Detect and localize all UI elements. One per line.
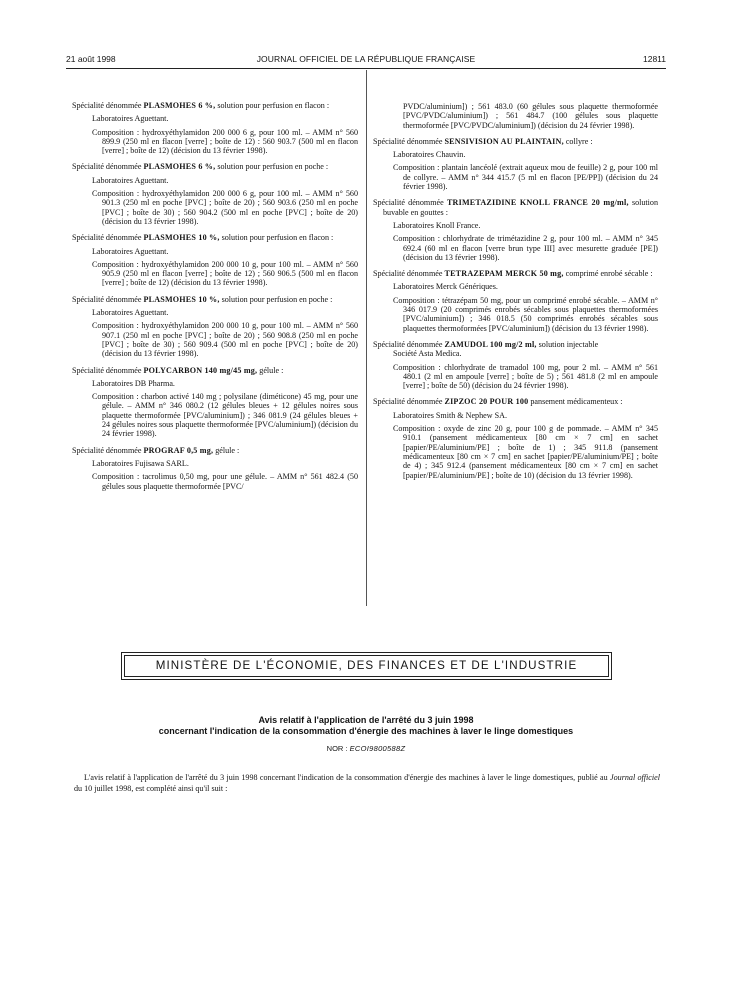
laboratory: Laboratoires Aguettant. (92, 308, 169, 318)
laboratory: Laboratoires DB Pharma. (92, 378, 175, 388)
left-column (72, 101, 358, 498)
avis-title (66, 715, 666, 737)
spec-suffix: solution pour perfusion en poche : (219, 294, 333, 304)
page-header (66, 54, 666, 68)
ministry-heading: MINISTÈRE DE L'ÉCONOMIE, DES FINANCES ET DE L'INDUSTRIE (121, 652, 612, 680)
avis-body-journal: Journal officiel (610, 773, 660, 782)
composition: Composition : hydroxyéthylamidon 200 000 6 g, pour 100 ml. – AMM n° 560 901.3 (250 ml en poche [PVC] ; boîte de 20) ; 560 903.6 (250 ml en poche [PVC] ; boîte de 30) ; 560 904.2 (500 ml en poche [PVC] ; boîte de 20) (décision du 13 février 1998). (92, 189, 358, 226)
entry-heading (72, 366, 358, 375)
laboratory: Laboratoires Aguettant. (92, 246, 169, 256)
composition: Composition : tétrazépam 50 mg, pour un comprimé enrobé sécable. – AMM n° 346 017.9 (20 comprimés enrobés sécables sous plaquettes thermoformées [PVC/aluminium]) ; 346 018.5 (50 comprimés enrobés sécables sous plaquettes thermoformées [PVC/aluminium]) (décision du 13 février 1998). (393, 295, 658, 333)
laboratory: Société Asta Medica. (393, 349, 462, 359)
spec-suffix: solution buvable en gouttes : (383, 198, 659, 217)
spec-prefix: Spécialité dénommée (373, 136, 443, 146)
entry-heading (72, 101, 358, 110)
avis-title-line-2: concernant l'indication de la consommation d'énergie des machines à laver le linge domestiques (158, 726, 574, 736)
nor-label: NOR : (326, 744, 348, 753)
product-name: SENSIVISION AU PLAINTAIN, (444, 136, 564, 146)
product-name: ZIPZOC 20 POUR 100 (444, 397, 529, 407)
spec-suffix: solution pour perfusion en flacon : (215, 101, 330, 110)
right-column (373, 102, 658, 487)
laboratory: Laboratoires Knoll France. (393, 220, 481, 230)
composition: Composition : chlorhydrate de trimétazidine 2 g, pour 100 ml. – AMM n° 345 692.4 (60 ml en flacon [verre brun type III] avec mesurette graduée [PE]) (décision du 13 février 1998). (393, 234, 658, 262)
laboratory: Laboratoires Smith & Nephew SA. (393, 410, 507, 420)
entry-heading (373, 198, 658, 217)
entry-heading (373, 340, 658, 349)
spec-prefix: Spécialité dénommée (72, 162, 142, 172)
laboratory: Laboratoires Aguettant. (92, 175, 169, 185)
entry-heading (373, 269, 658, 278)
spec-suffix: comprimé enrobé sécable : (563, 269, 653, 279)
spec-suffix: pansement médicamenteux : (528, 397, 623, 407)
product-name: PLASMOHES 10 %, (143, 294, 220, 304)
product-name: PLASMOHES 6 %, (143, 162, 216, 172)
composition: Composition : tacrolimus 0,50 mg, pour une gélule. – AMM n° 561 482.4 (50 gélules sous plaquette thermoformée [PVC/ (92, 472, 358, 491)
spec-prefix: Spécialité dénommée (72, 365, 142, 375)
product-name: TRIMETAZIDINE KNOLL FRANCE 20 mg/ml, (446, 198, 629, 208)
laboratory: Laboratoires Aguettant. (92, 114, 169, 124)
avis-body (74, 772, 660, 794)
composition: Composition : hydroxyéthylamidon 200 000 10 g, pour 100 ml. – AMM n° 560 907.1 (250 ml en poche [PVC] ; boîte de 20) ; 560 908.8 (250 ml en poche [PVC] ; boîte de 30) ; 560 909.4 (500 ml en poche [PVC] ; boîte de 20) (décision du 13 février 1998). (92, 321, 358, 359)
spec-prefix: Spécialité dénommée (72, 101, 142, 110)
composition: Composition : plantain lancéolé (extrait aqueux mou de feuille) 2 g, pour 100 ml de collyre. – AMM n° 344 415.7 (5 ml en flacon [PE/PP]) (décision du 24 février 1998). (393, 163, 658, 192)
spec-prefix: Spécialité dénommée (373, 198, 444, 208)
avis-body-text: L'avis relatif à l'application de l'arrêté du 3 juin 1998 concernant l'indication de la consommation d'énergie des machines à laver le linge domestiques, publié au (84, 773, 611, 782)
nor-reference (66, 744, 666, 753)
composition: Composition : hydroxyéthylamidon 200 000 10 g, pour 100 ml. – AMM n° 560 905.9 (250 ml en flacon [verre] ; boîte de 12) ; 560 906.5 (500 ml en flacon [verre] ; boîte de 12) (décision du 13 février 1998). (92, 259, 358, 288)
product-name: POLYCARBON 140 mg/45 mg, (143, 365, 258, 375)
laboratory: Laboratoires Fujisawa SARL. (92, 458, 189, 468)
composition: Composition : chlorhydrate de tramadol 100 mg, pour 2 ml. – AMM n° 561 480.1 (2 ml en ampoule [verre] ; boîte de 5) ; 561 481.8 (2 ml en ampoule [verre] ; boîte de 50) (décision du 24 février 1998). (393, 362, 658, 391)
spec-prefix: Spécialité dénommée (373, 339, 443, 349)
laboratory: Laboratoires Chauvin. (393, 150, 466, 160)
spec-suffix: solution pour perfusion en poche : (215, 162, 329, 172)
product-name: PROGRAF 0,5 mg, (143, 445, 214, 455)
composition: Composition : hydroxyéthylamidon 200 000 6 g, pour 100 ml. – AMM n° 560 899.9 (250 ml en flacon [verre] ; boîte de 12) : 560 903.7 (500 ml en flacon [verre] ; boîte de 12) (décision du 13 février 1998). (92, 127, 358, 156)
spec-prefix: Spécialité dénommée (373, 269, 443, 279)
entry-heading (72, 162, 358, 171)
entry-heading (373, 137, 658, 146)
entry-heading (72, 446, 358, 455)
spec-suffix: solution pour perfusion en flacon : (219, 233, 334, 243)
product-name: PLASMOHES 6 %, (143, 101, 216, 110)
nor-code: ECOI9800588Z (349, 744, 406, 753)
laboratory: Laboratoires Merck Génériques. (393, 282, 498, 292)
spec-prefix: Spécialité dénommée (72, 294, 142, 304)
header-rule (66, 68, 666, 69)
spec-suffix: collyre : (563, 136, 593, 146)
entry-heading (72, 233, 358, 242)
composition-continuation: PVDC/aluminium]) ; 561 483.0 (60 gélules sous plaquette thermoformée [PVC/PVDC/aluminium]) ; 561 484.7 (100 gélules sous plaquette thermoformée [PVC/PVDC/aluminium]) (décision du 24 février 1998). (403, 102, 658, 130)
entry-heading (72, 295, 358, 304)
composition: Composition : charbon activé 140 mg ; polysilane (diméticone) 45 mg, pour une gélule. – AMM n° 346 080.2 (12 gélules bleues + 12 gélules noires sous plaquette thermoformée [PVC/aluminium]) ; 346 081.9 (24 gélules bleues + 24 gélules noires sous plaquette thermoformée [PVC/aluminium]) (décision du 24 février 1998). (92, 392, 358, 439)
header-date: 21 août 1998 (66, 54, 116, 64)
product-name: ZAMUDOL 100 mg/2 ml, (444, 339, 537, 349)
avis-body-text-end: du 10 juillet 1998, est complété ainsi qu'il suit : (74, 784, 228, 793)
entry-heading (373, 397, 658, 406)
header-journal-title: JOURNAL OFFICIEL DE LA RÉPUBLIQUE FRANÇAISE (256, 54, 476, 64)
column-separator (366, 70, 367, 606)
product-name: TETRAZEPAM MERCK 50 mg, (444, 269, 564, 279)
spec-prefix: Spécialité dénommée (72, 445, 142, 455)
product-name: PLASMOHES 10 %, (143, 233, 220, 243)
composition: Composition : oxyde de zinc 20 g, pour 100 g de pommade. – AMM n° 345 910.1 (pansement médicamenteux [80 cm × 7 cm] en sachet [papier/PE/aluminium/PE] ; boîte de 1) ; 345 911.8 (pansement médicamenteux [80 cm × 7 cm] en sachet [papier/PE/aluminium/PE] ; boîte de 4) ; 345 912.4 (pansement médicamenteux [80 cm × 7 cm] en sachet [papier/PE/aluminium/PE] ; boîte de 10) (décision du 13 février 1998). (393, 424, 658, 480)
spec-prefix: Spécialité dénommée (72, 233, 142, 243)
spec-suffix: gélule : (257, 365, 284, 375)
spec-suffix: gélule : (213, 445, 240, 455)
header-page-number: 12811 (642, 54, 666, 64)
spec-suffix: solution injectable (536, 339, 599, 349)
spec-prefix: Spécialité dénommée (373, 397, 443, 407)
avis-title-line-1: Avis relatif à l'application de l'arrêté du 3 juin 1998 (258, 715, 474, 725)
